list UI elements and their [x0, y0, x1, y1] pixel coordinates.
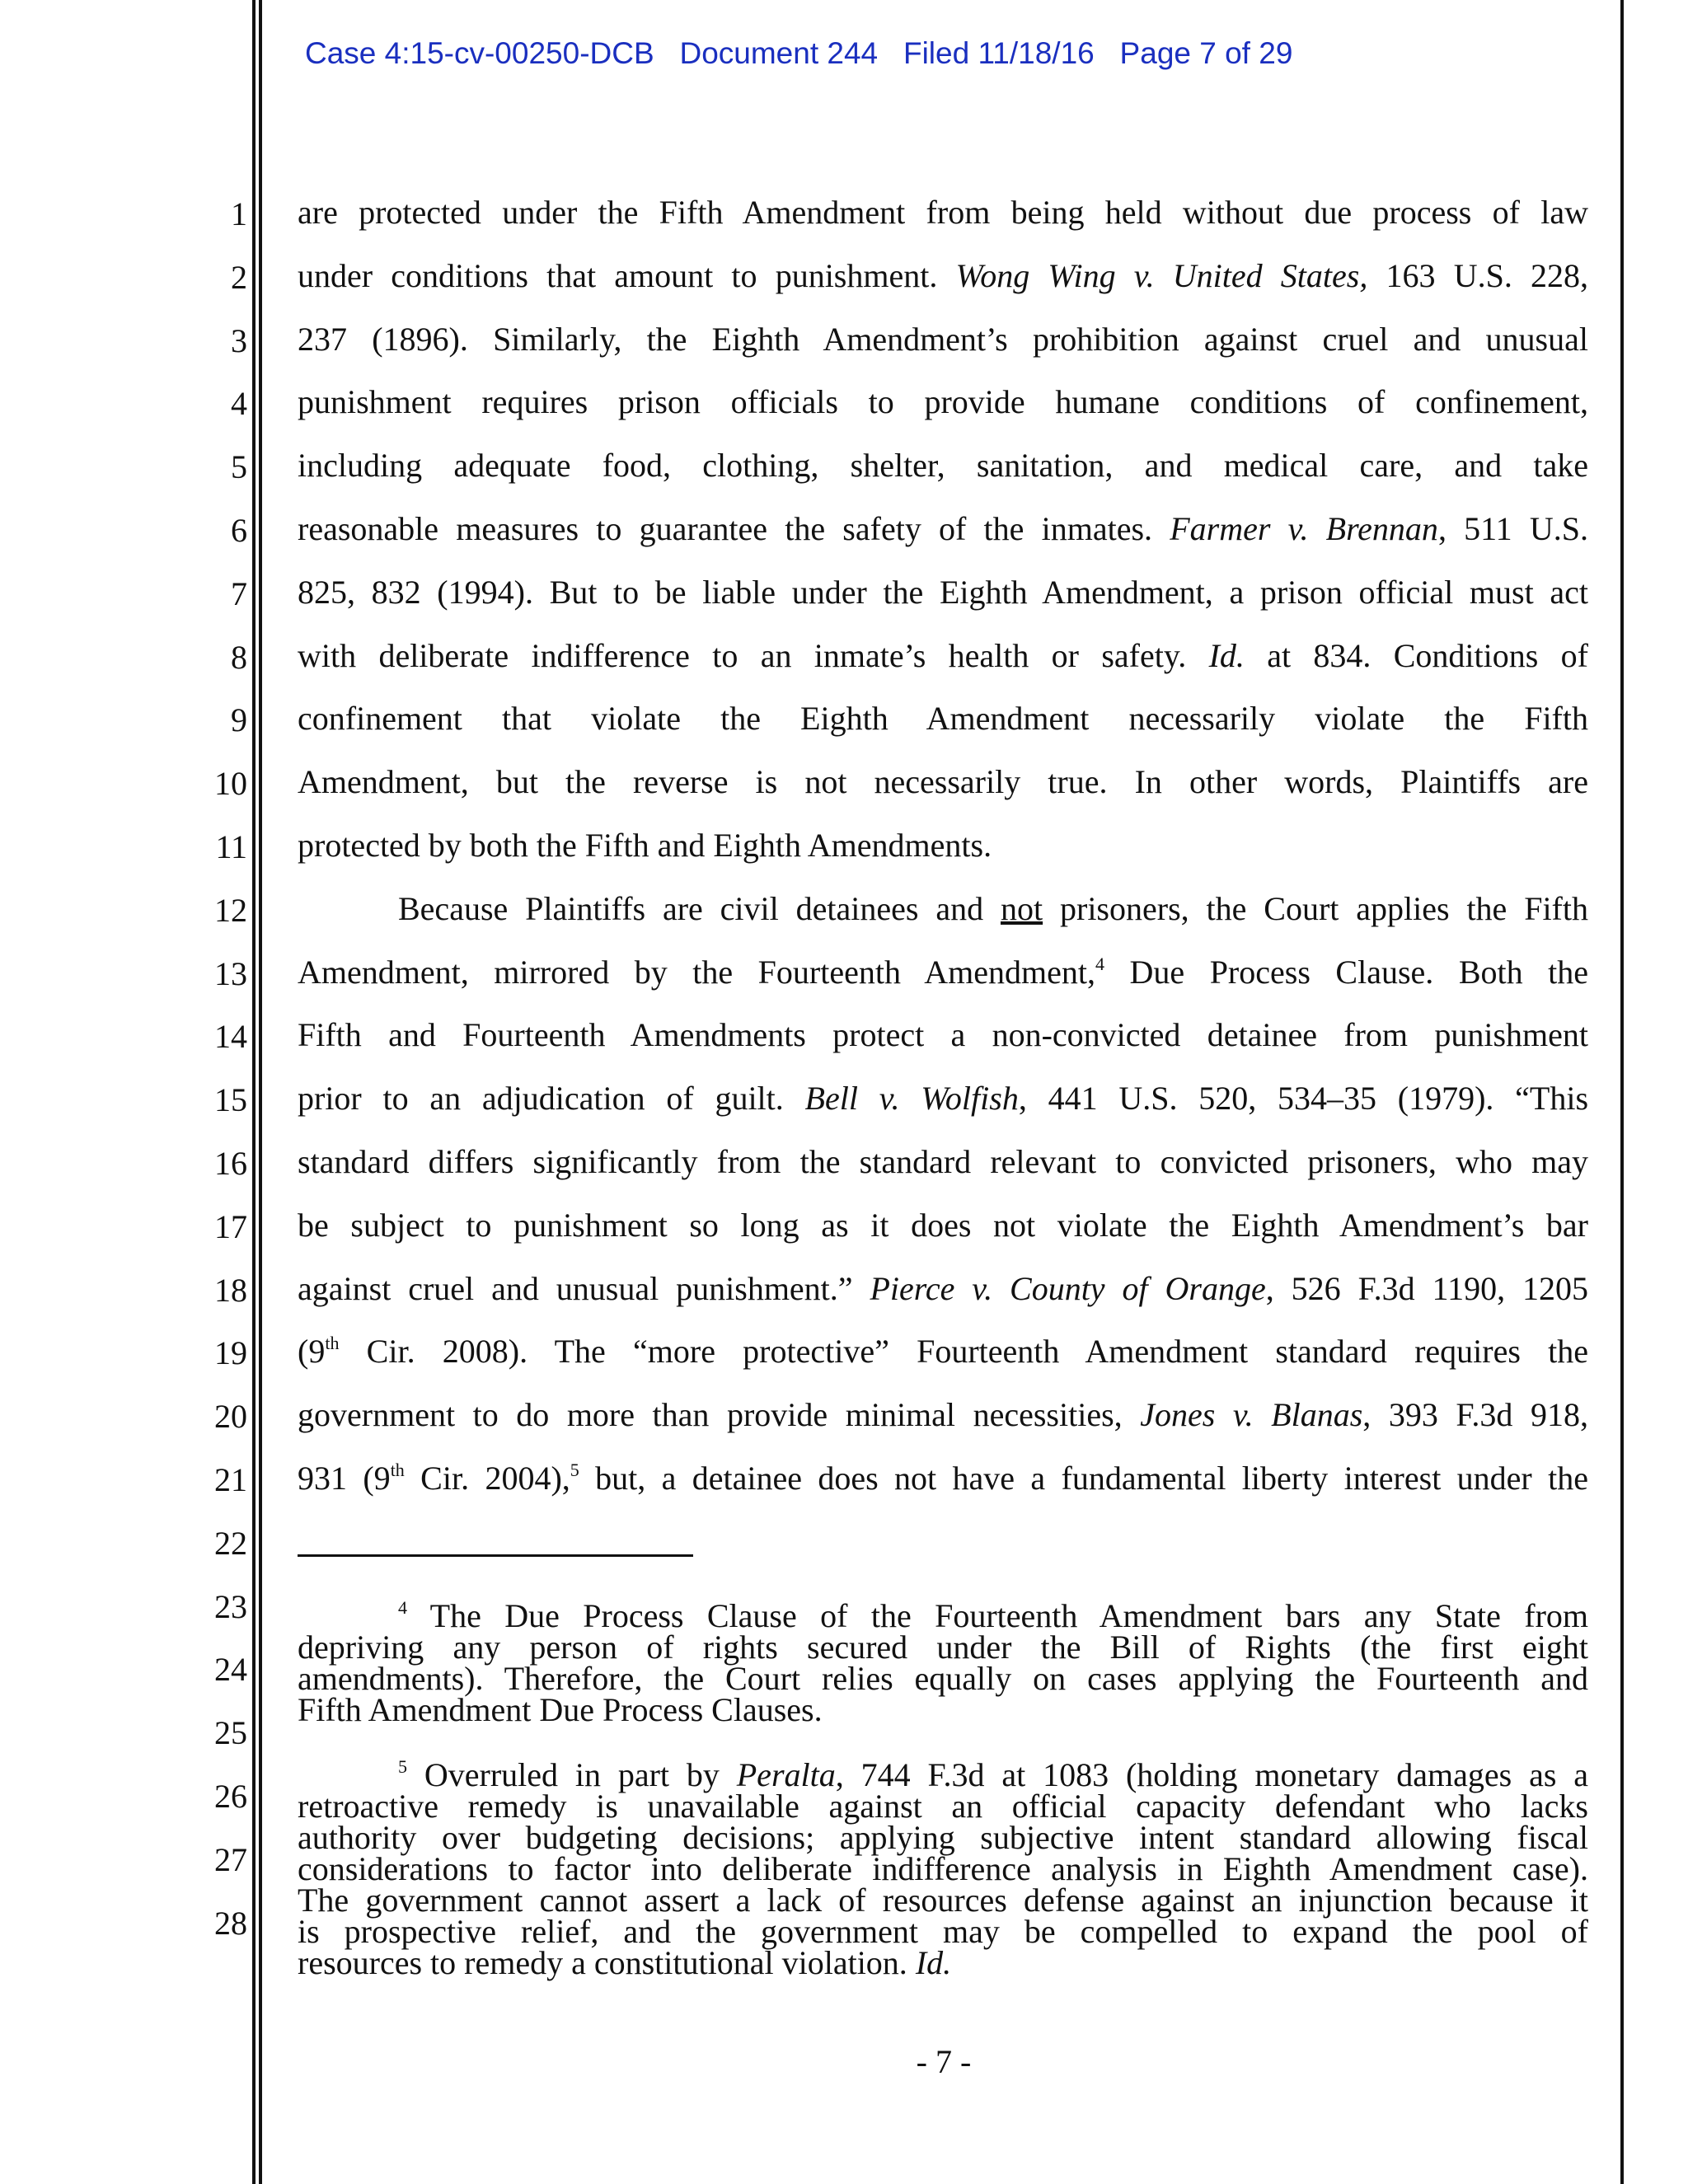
text-line: prior to an adjudication of guilt. Bell v. Wolfish, 441 U.S. 520, 534–35 (1979). “This: [298, 1080, 1589, 1118]
line-number: 7: [231, 574, 247, 612]
line-number: 10: [214, 765, 247, 803]
footnote-ref: 5: [570, 1459, 579, 1480]
line-number: 21: [214, 1461, 247, 1498]
line-number: 16: [214, 1145, 247, 1182]
text-line: Amendment, but the reverse is not necessarily true. In other words, Plaintiffs are: [298, 763, 1588, 801]
line-number: 2: [231, 258, 247, 296]
line-number: 13: [214, 954, 247, 992]
footnote-line: $^5$ Overruled in part by Peralta, 744 F.3d at 1083 (holding monetary damages as a: [398, 1756, 1588, 1793]
text-line: Because Plaintiffs are civil detainees and not prisoners, the Court applies the Fifth: [398, 889, 1588, 927]
line-number: 23: [214, 1587, 247, 1625]
text-line: be subject to punishment so long as it does not violate the Eighth Amendment’s bar: [298, 1206, 1588, 1244]
footnote-line: The government cannot assert a lack of resources defense against an injunction because it: [298, 1882, 1588, 1919]
line-number: 15: [214, 1081, 247, 1119]
text-line: 825, 832 (1994). But to be liable under the Eighth Amendment, a prison official must act: [298, 573, 1588, 611]
case-citation: Id.: [1208, 636, 1245, 674]
line-number: 25: [214, 1714, 247, 1752]
footnote-line: resources to remedy a constitutional violation. Id.: [298, 1944, 952, 1981]
left-margin-rule-inner: [259, 0, 262, 2184]
line-number: 1: [231, 195, 247, 232]
line-number: 5: [231, 448, 247, 486]
emphasis-underline: not: [1000, 889, 1043, 927]
line-number: 3: [231, 321, 247, 359]
page-number: - 7 -: [916, 2043, 972, 2080]
line-number: 28: [214, 1904, 247, 1942]
text-line: 237 (1896). Similarly, the Eighth Amendment’s prohibition against cruel and unusual: [298, 320, 1588, 358]
right-margin-rule: [1620, 0, 1624, 2184]
footnote-line: amendments). Therefore, the Court relies equally on cases applying the Fourteenth and: [298, 1660, 1588, 1697]
line-number: 24: [214, 1651, 247, 1689]
text-line: protected by both the Fifth and Eighth Amendments.: [298, 826, 992, 864]
line-number: 26: [214, 1778, 247, 1815]
case-header: Case 4:15-cv-00250-DCB Document 244 Filed 11/18/16 Page 7 of 29: [305, 36, 1293, 70]
case-citation: Jones v. Blanas: [1140, 1396, 1363, 1434]
footnote-line: considerations to factor into deliberate indifference analysis in Eighth Amendment case).: [298, 1850, 1588, 1887]
text-line: against cruel and unusual punishment.” Pierce v. County of Orange, 526 F.3d 1190, 1205: [298, 1269, 1588, 1307]
text-line: 931 (9th Cir. 2004),$^5$ but, a detainee does not have a fundamental liberty interest under the: [298, 1459, 1588, 1497]
footnote-line: is prospective relief, and the government may be compelled to expand the pool of: [298, 1913, 1588, 1950]
text-line: government to do more than provide minimal necessities, Jones v. Blanas, 393 F.3d 918,: [298, 1396, 1588, 1434]
line-number: 20: [214, 1398, 247, 1436]
body-text: [298, 181, 1588, 1511]
line-number: 12: [214, 891, 247, 929]
footnote-separator: [298, 1554, 693, 1557]
line-number: 18: [214, 1271, 247, 1309]
line-number: 11: [215, 828, 247, 865]
footnote-ref: 4: [1095, 953, 1104, 974]
left-margin-rule: [252, 0, 256, 2184]
text-line: under conditions that amount to punishment. Wong Wing v. United States, 163 U.S. 228,: [298, 256, 1589, 294]
text-line: punishment requires prison officials to provide humane conditions of confinement,: [298, 383, 1588, 421]
footnote-line: depriving any person of rights secured under the Bill of Rights (the first eight: [298, 1629, 1588, 1666]
line-number: 8: [231, 638, 247, 676]
text-line: are protected under the Fifth Amendment from being held without due process of law: [298, 194, 1588, 231]
footnote-line: authority over budgeting decisions; applying subjective intent standard allowing fiscal: [298, 1819, 1588, 1856]
text-line: with deliberate indifference to an inmate’s health or safety. Id. at 834. Conditions of: [298, 636, 1588, 674]
text-line: reasonable measures to guarantee the safety of the inmates. Farmer v. Brennan, 511 U.S.: [298, 509, 1588, 547]
footnote-line: Fifth Amendment Due Process Clauses.: [298, 1691, 823, 1728]
footnote-line: $^4$ The Due Process Clause of the Fourteenth Amendment bars any State from: [398, 1597, 1588, 1634]
footnote-4: [298, 1597, 1588, 1728]
line-number: 4: [231, 385, 247, 423]
line-number: 27: [214, 1840, 247, 1878]
text-line: Amendment, mirrored by the Fourteenth Amendment,$^4$ Due Process Clause. Both the: [298, 953, 1588, 991]
line-number: 9: [231, 701, 247, 739]
line-number: 14: [214, 1018, 247, 1056]
text-line: standard differs significantly from the standard relevant to convicted prisoners, who may: [298, 1142, 1588, 1180]
case-citation: Wong Wing v. United States,: [955, 256, 1368, 294]
line-number: 19: [214, 1334, 247, 1372]
text-line: Fifth and Fourteenth Amendments protect a non-convicted detainee from punishment: [298, 1016, 1588, 1054]
text-line: including adequate food, clothing, shelter, sanitation, and medical care, and take: [298, 447, 1588, 485]
line-number: 17: [214, 1207, 247, 1245]
line-number: 22: [214, 1524, 247, 1562]
line-number: 6: [231, 512, 247, 549]
footnote-line: retroactive remedy is unavailable against an official capacity defendant who lacks: [298, 1788, 1588, 1825]
case-citation: Farmer v. Brennan: [1170, 509, 1438, 547]
case-citation: Pierce v. County of Orange: [870, 1269, 1266, 1307]
footnote-5: [298, 1756, 1588, 1981]
text-line: confinement that violate the Eighth Amendment necessarily violate the Fifth: [298, 700, 1588, 738]
case-citation: Bell v. Wolfish: [804, 1080, 1019, 1118]
text-line: (9th Cir. 2008). The “more protective” Fourteenth Amendment standard requires the: [298, 1333, 1588, 1371]
